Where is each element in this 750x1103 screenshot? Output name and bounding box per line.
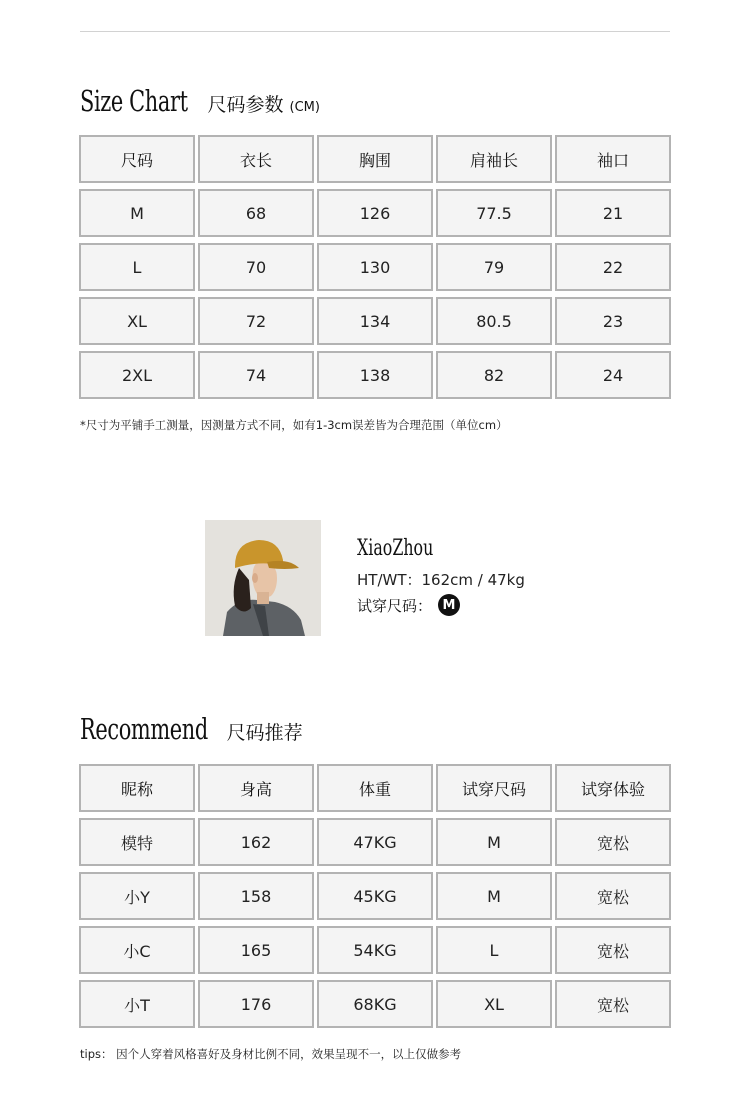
- size-chart-cell: 23: [555, 297, 671, 345]
- model-size-badge: M: [438, 594, 460, 616]
- size-chart-header-cell: 胸围: [317, 135, 433, 183]
- tips-note: tips： 因个人穿着风格喜好及身材比例不同，效果呈现不一，以上仅做参考: [80, 1047, 462, 1061]
- recommend-cell: 宽松: [555, 980, 671, 1028]
- model-photo: [205, 520, 321, 636]
- size-chart-header-cell: 尺码: [79, 135, 195, 183]
- recommend-title-en: Recommend: [80, 712, 208, 746]
- recommend-cell: 小C: [79, 926, 195, 974]
- recommend-cell: L: [436, 926, 552, 974]
- recommend-title-cn: 尺码推荐: [226, 722, 303, 744]
- size-chart-cell: 2XL: [79, 351, 195, 399]
- size-chart-cell: 79: [436, 243, 552, 291]
- model-size-row: [357, 594, 460, 616]
- recommend-cell: 小T: [79, 980, 195, 1028]
- size-chart-cell: 126: [317, 189, 433, 237]
- size-chart-cell: 21: [555, 189, 671, 237]
- size-chart-cell: 130: [317, 243, 433, 291]
- recommend-cell: 小Y: [79, 872, 195, 920]
- recommend-cell: 54KG: [317, 926, 433, 974]
- recommend-title: [80, 712, 303, 746]
- recommend-cell: M: [436, 818, 552, 866]
- size-chart-title: [80, 84, 320, 118]
- size-chart-cell: 74: [198, 351, 314, 399]
- size-chart-cell: 80.5: [436, 297, 552, 345]
- recommend-cell: 45KG: [317, 872, 433, 920]
- size-chart-header-cell: 衣长: [198, 135, 314, 183]
- size-chart-cell: 24: [555, 351, 671, 399]
- size-chart-cell: L: [79, 243, 195, 291]
- recommend-cell: 宽松: [555, 926, 671, 974]
- size-chart-cell: XL: [79, 297, 195, 345]
- recommend-cell: 165: [198, 926, 314, 974]
- recommend-header-cell: 昵称: [79, 764, 195, 812]
- size-chart-table: [79, 135, 671, 399]
- recommend-cell: XL: [436, 980, 552, 1028]
- model-photo-illustration: [205, 520, 321, 636]
- model-name: XiaoZhou: [357, 536, 434, 561]
- recommend-cell: 68KG: [317, 980, 433, 1028]
- size-chart-title-cn: 尺码参数: [207, 94, 284, 116]
- recommend-header-cell: 试穿体验: [555, 764, 671, 812]
- size-chart-title-en: Size Chart: [80, 84, 188, 118]
- recommend-cell: 176: [198, 980, 314, 1028]
- recommend-cell: 宽松: [555, 872, 671, 920]
- recommend-cell: 158: [198, 872, 314, 920]
- size-chart-cell: 138: [317, 351, 433, 399]
- recommend-cell: 162: [198, 818, 314, 866]
- top-divider: [80, 31, 670, 32]
- size-chart-cell: 134: [317, 297, 433, 345]
- size-chart-header-cell: 肩袖长: [436, 135, 552, 183]
- size-chart-cell: 68: [198, 189, 314, 237]
- recommend-table: [79, 764, 671, 1028]
- recommend-header-cell: 身高: [198, 764, 314, 812]
- recommend-cell: 宽松: [555, 818, 671, 866]
- size-chart-cell: 77.5: [436, 189, 552, 237]
- size-chart-unit: (CM): [289, 100, 320, 115]
- size-chart-cell: 72: [198, 297, 314, 345]
- recommend-cell: 模特: [79, 818, 195, 866]
- model-stats: HT/WT：162cm / 47kg: [357, 571, 525, 589]
- size-chart-cell: 70: [198, 243, 314, 291]
- model-size-label: 试穿尺码：: [357, 596, 433, 615]
- measurement-note: *尺寸为平铺手工测量，因测量方式不同，如有1-3cm误差皆为合理范围（单位cm）: [80, 418, 508, 432]
- size-chart-header-cell: 袖口: [555, 135, 671, 183]
- size-chart-cell: M: [79, 189, 195, 237]
- recommend-cell: M: [436, 872, 552, 920]
- size-chart-cell: 22: [555, 243, 671, 291]
- recommend-cell: 47KG: [317, 818, 433, 866]
- size-chart-cell: 82: [436, 351, 552, 399]
- recommend-header-cell: 试穿尺码: [436, 764, 552, 812]
- recommend-header-cell: 体重: [317, 764, 433, 812]
